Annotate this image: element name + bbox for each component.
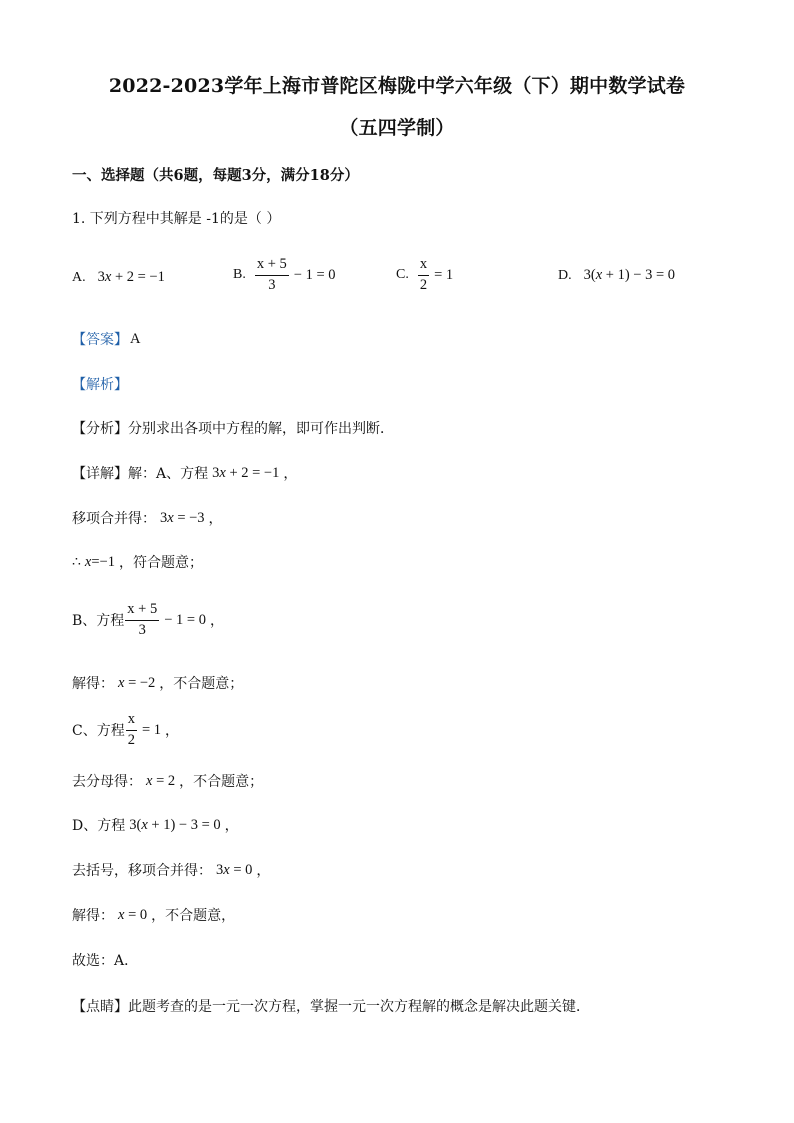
- option-c-label: C.: [396, 267, 409, 283]
- fenxi-line: [72, 418, 394, 438]
- option-d: [558, 267, 679, 284]
- detail-l4-prefix: B、方程: [72, 613, 125, 629]
- detail-l2-prefix: 移项合并得：: [72, 511, 156, 527]
- detail-l3-prefix: ∴: [72, 554, 81, 570]
- detail-line-9: [72, 860, 270, 880]
- dianjing-tag: 【点睛】: [72, 999, 128, 1015]
- detail-l6-denominator: 2: [127, 731, 135, 748]
- detail-l8-suffix: ，: [224, 818, 239, 834]
- detail-l6-prefix: C、方程: [72, 723, 125, 739]
- detail-l5-suffix: ，不合题意；: [159, 676, 244, 692]
- exam-title: 2022-2023学年上海市普陀区梅陇中学六年级（下）期中数学试卷: [108, 75, 686, 97]
- detail-l8-expr: 3(x + 1) − 3 = 0: [129, 816, 221, 833]
- detail-l9-prefix: 去括号，移项合并得：: [72, 863, 212, 879]
- detail-l6-suffix: ，: [165, 723, 180, 739]
- detail-l3-suffix: ，符合题意；: [118, 555, 203, 571]
- detail-l6-numerator: x: [126, 712, 137, 731]
- option-b-label: B.: [233, 267, 246, 283]
- detail-line-10: [72, 905, 235, 925]
- detail-l4-suffix: ，: [209, 613, 224, 629]
- detail-l8-prefix: D、方程: [72, 818, 126, 834]
- option-b: [233, 257, 340, 294]
- detail-l7-expr: x = 2: [146, 772, 176, 789]
- option-c: [396, 257, 457, 294]
- answer-line: [72, 329, 144, 349]
- detail-line-7: [72, 771, 263, 791]
- option-a: [72, 269, 169, 286]
- detail-l10-prefix: 解得：: [72, 908, 114, 924]
- detail-l10-expr: x = 0: [118, 906, 148, 923]
- detail-line-11: 故选：A．: [72, 953, 139, 969]
- option-d-label: D.: [558, 267, 572, 283]
- detail-l9-suffix: ，: [256, 863, 271, 879]
- detail-line-6: [72, 710, 179, 750]
- detail-l5-prefix: 解得：: [72, 676, 114, 692]
- option-b-fraction: [255, 257, 289, 294]
- detail-line-5: [72, 673, 243, 693]
- option-c-rest: = 1: [434, 266, 454, 283]
- detail-l9-expr: 3x = 0: [216, 861, 253, 878]
- detail-l1-prefix: 解：A、方程: [128, 466, 209, 482]
- section-heading: 一、选择题（共6题，每题3分，满分18分）: [72, 167, 359, 184]
- exam-subtitle: （五四学制）: [339, 117, 455, 139]
- detail-l4-fraction: [125, 602, 159, 639]
- option-c-denominator: 2: [419, 276, 428, 293]
- detail-l1-expr: 3x + 2 = −1: [212, 464, 280, 481]
- detail-l6-fraction: [126, 712, 137, 749]
- analysis-tag: 【解析】: [72, 377, 128, 393]
- option-b-denominator: 3: [268, 276, 276, 293]
- dianjing-text: 此题考查的是一元一次方程，掌握一元一次方程解的概念是解决此题关键．: [128, 999, 590, 1015]
- dianjing-line: [72, 996, 590, 1016]
- detail-line-4: [72, 600, 224, 640]
- question-options: [72, 257, 732, 299]
- detail-line-3: [72, 552, 203, 572]
- detail-l4-rest: − 1 = 0: [164, 611, 206, 628]
- option-a-label: A.: [72, 269, 86, 285]
- analysis-line: [72, 374, 128, 394]
- answer-tag: 【答案】: [72, 332, 128, 348]
- detail-l2-suffix: ，: [208, 511, 223, 527]
- detail-line-8: [72, 815, 239, 835]
- detail-l1-suffix: ，: [283, 466, 298, 482]
- detail-line-2: [72, 508, 223, 528]
- question-stem: 1. 下列方程中其解是 -1的是（ ）: [72, 211, 281, 227]
- detail-l4-denominator: 3: [138, 621, 146, 638]
- detail-l3-expr: x=−1: [84, 553, 115, 570]
- detail-l7-suffix: ，不合题意；: [179, 774, 264, 790]
- option-c-fraction: [418, 257, 429, 294]
- detail-l7-prefix: 去分母得：: [72, 774, 142, 790]
- detail-tag: 【详解】: [72, 466, 128, 482]
- option-c-numerator: x: [418, 257, 429, 276]
- detail-l5-expr: x = −2: [118, 674, 156, 691]
- detail-l2-expr: 3x = −3: [160, 509, 205, 526]
- option-b-numerator: x + 5: [255, 257, 289, 276]
- detail-line-1: [72, 463, 297, 483]
- detail-l6-rest: = 1: [141, 721, 162, 738]
- fenxi-tag: 【分析】: [72, 421, 128, 437]
- answer-value: A: [130, 330, 141, 347]
- option-a-expr: 3x + 2 = −1: [97, 269, 165, 285]
- option-d-expr: 3(x + 1) − 3 = 0: [583, 267, 676, 283]
- detail-l10-suffix: ，不合题意，: [151, 908, 236, 924]
- detail-l4-numerator: x + 5: [125, 602, 159, 621]
- option-b-rest: − 1 = 0: [293, 266, 336, 283]
- fenxi-text: 分别求出各项中方程的解，即可作出判断．: [128, 421, 394, 437]
